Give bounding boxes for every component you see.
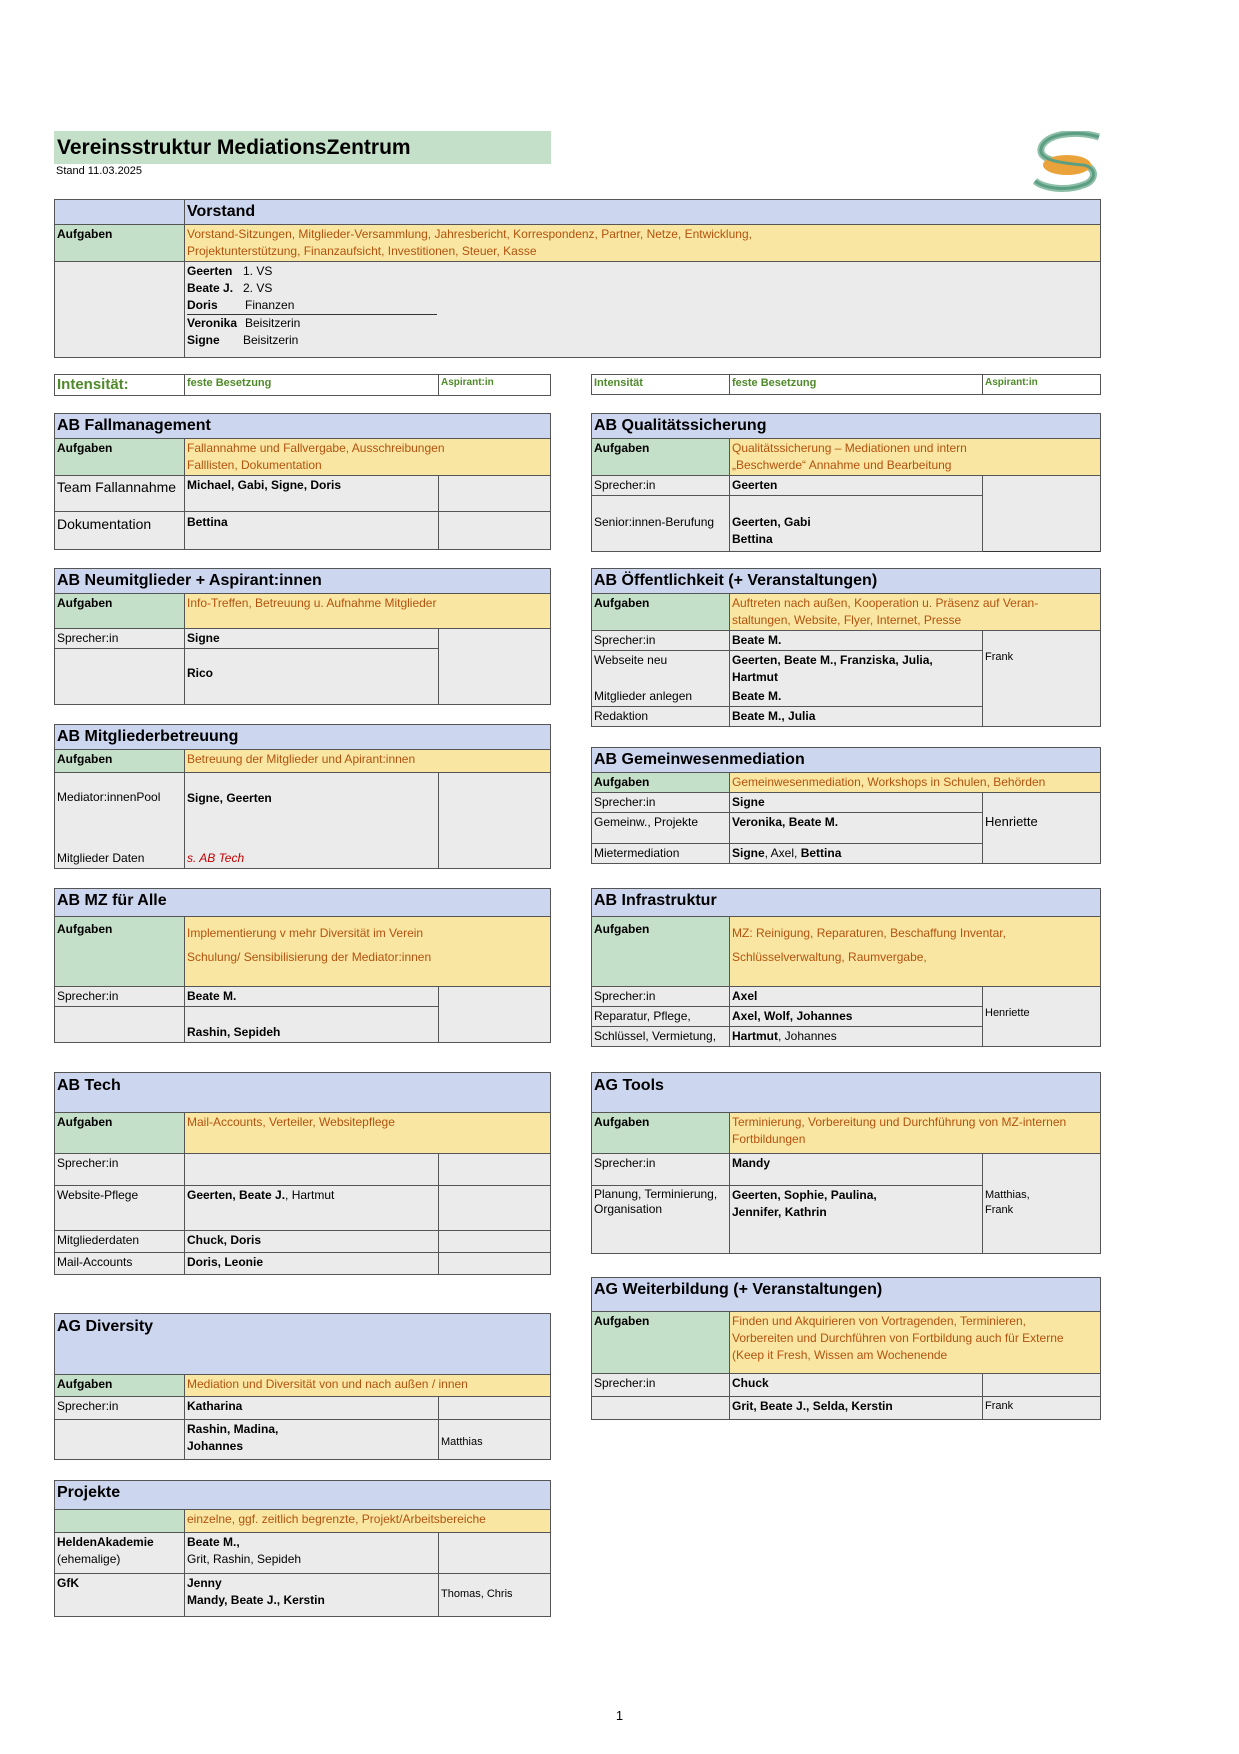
mietermediation-label: Mietermediation [592,844,730,864]
aspirant-label: Aspirant:in [983,375,1101,395]
neumitglieder-names: Rico [185,649,439,705]
aufgaben-label: Aufgaben [592,773,730,793]
vorstand-box [54,199,1101,358]
aufgaben-label: Aufgaben [592,439,730,476]
sprecher-label: Sprecher:in [592,987,730,1007]
intensitaet-legend-left [54,374,551,396]
aspirant-names: Henriette [983,793,1101,864]
dokumentation-names: Bettina [185,512,439,550]
projekte-box: Projekte einzelne, ggf. zeitlich begrenzte, Projekt/Arbeitsbereiche HeldenAkademie (ehemalige) Beate M., Grit, Rashin, Sepideh GfK Jenny Mandy, Beate J., Kerstin Thomas, Chris [54,1480,551,1617]
ab-oeffentlichkeit-box: AB Öffentlichkeit (+ Veranstaltungen) Aufgaben Auftreten nach außen, Kooperation u. Präsenz auf Veran- staltungen, Website, Flyer, Internet, Presse Sprecher:in Beate M. Frank Webseite neu Geerten, Beate M., Franziska, Julia, Hartmut Mitglieder anlegen Beate M. Redaktion Beate M., Julia [591,568,1101,727]
intensitaet-legend-right [591,374,1101,395]
team-fallannahme-names: Michael, Gabi, Signe, Doris [185,476,439,512]
reparatur-pflege-label: Reparatur, Pflege, [592,1007,730,1027]
aufgaben-label: Aufgaben [592,1113,730,1154]
sprecher-label: Sprecher:in [592,1154,730,1186]
ag-tools-box: AG Tools Aufgaben Terminierung, Vorbereitung und Durchführung von MZ-internen Fortbildungen Sprecher:in Mandy Matthias, Frank Planung, Terminierung, Organisation Geerten, Sophie, Paulina, Jennifer, Kathrin [591,1072,1101,1254]
vorstand-member: Doris Finanzen [187,297,437,315]
aufgaben-label: Aufgaben [55,1375,185,1397]
aufgaben-label: Aufgaben [592,917,730,987]
ab-oeffentlichkeit-heading: AB Öffentlichkeit (+ Veranstaltungen) [592,569,1101,594]
vorstand-member: Beate J. 2. VS [187,281,273,295]
aufgaben-label: Aufgaben [55,594,185,629]
sprecher-label: Sprecher:in [592,476,730,496]
ab-qualitaetssicherung-heading: AB Qualitätssicherung [592,414,1101,439]
ag-diversity-heading: AG Diversity [55,1314,551,1375]
ab-mz-fuer-alle-heading: AB MZ für Alle [55,889,551,917]
gemeinwesen-projekte-label: Gemeinw., Projekte [592,813,730,844]
website-pflege-label: Website-Pflege [55,1186,185,1231]
stand-date: Stand 11.03.2025 [56,165,143,177]
ab-tech-heading: AB Tech [55,1073,551,1113]
ab-fallmanagement-box: AB Fallmanagement Aufgaben Fallannahme und Fallvergabe, Ausschreibungen Falllisten, Dokumentation Team Fallannahme Michael, Gabi, Signe, Doris Dokumentation Bettina [54,413,551,550]
page-title: Vereinsstruktur MediationsZentrum [54,131,551,164]
ag-weiterbildung-box: AG Weiterbildung (+ Veranstaltungen) Aufgaben Finden und Akquirieren von Vortragenden, Terminieren, Vorbereiten und Durchführen von Fortbildung auch für Externe (Keep it Fresh, Wissen am Wochenende Sprecher:in Chuck Grit, Beate J., Selda, Kerstin Frank [591,1277,1101,1420]
aspirant-names: Henriette [983,987,1101,1047]
planung-terminierung-label: Planung, Terminierung, Organisation [592,1186,730,1254]
vorstand-member: Veronika Beisitzerin [187,316,301,330]
aufgaben-label: Aufgaben [55,917,185,987]
aufgaben-label: Aufgaben [55,750,185,773]
ab-infrastruktur-box: AB Infrastruktur Aufgaben MZ: Reinigung, Reparaturen, Beschaffung Inventar, Schlüsselverwaltung, Raumvergabe, Sprecher:in Axel Henriette Reparatur, Pflege, Axel, Wolf, Johannes Schlüssel, Vermietung, Hartmut, Johannes [591,888,1101,1047]
mitgliederdaten-label: Mitgliederdaten [55,1231,185,1253]
mitglieder-anlegen-label: Mitglieder anlegen [592,687,730,707]
ag-diversity-box: AG Diversity Aufgaben Mediation und Diversität von und nach außen / innen Sprecher:in Katharina Rashin, Madina, Johannes Matthias [54,1313,551,1460]
sprecher-label: Sprecher:in [55,629,185,649]
intensitaet-label: Intensität: [55,375,185,396]
ab-fallmanagement-heading: AB Fallmanagement [55,414,551,439]
ab-infrastruktur-heading: AB Infrastruktur [592,889,1101,917]
mail-accounts-label: Mail-Accounts [55,1253,185,1275]
projekte-heading: Projekte [55,1481,551,1510]
ab-qualitaetssicherung-box: AB Qualitätssicherung Aufgaben Qualitätssicherung – Mediationen und intern „Beschwerde“ Annahme und Bearbeitung Sprecher:in Geerten Senior:innen-Berufung Geerten, Gabi Bettina [591,413,1101,552]
sprecher-label: Sprecher:in [592,1374,730,1397]
ab-mitgliederbetreuung-heading: AB Mitgliederbetreuung [55,725,551,750]
sprecher-label: Sprecher:in [592,631,730,651]
vorstand-member: Geerten 1. VS [187,264,273,278]
senior-berufung-label: Senior:innen-Berufung [592,496,730,552]
sprecher-label: Sprecher:in [55,987,185,1007]
vorstand-aufgaben-line1: Vorstand-Sitzungen, Mitglieder-Versammlung, Jahresbericht, Korrespondenz, Partner, Netze, Entwicklung, [187,227,752,241]
ab-tech-reference: s. AB Tech [185,849,439,869]
webseite-neu-label: Webseite neu [592,651,730,688]
ab-neumitglieder-box: AB Neumitglieder + Aspirant:innen Aufgaben Info-Treffen, Betreuung u. Aufnahme Mitglieder Sprecher:in Signe Rico [54,568,551,705]
aufgaben-label: Aufgaben [55,439,185,476]
page-number: 1 [615,1708,624,1723]
aspirant-names: Frank [983,631,1101,727]
schluessel-vermietung-label: Schlüssel, Vermietung, [592,1027,730,1047]
vorstand-member: Signe Beisitzerin [187,333,299,347]
sprecher-label: Sprecher:in [55,1154,185,1186]
vorstand-aufgaben-line2: Projektunterstützung, Finanzaufsicht, Investitionen, Steuer, Kasse [187,244,537,258]
team-fallannahme-label: Team Fallannahme [55,476,185,512]
aufgaben-label: Aufgaben [55,225,185,262]
sprecher-names: Geerten [730,476,983,496]
aspirant-names: Matthias, Frank [983,1154,1101,1254]
heldenakademie-label: HeldenAkademie (ehemalige) [55,1533,185,1574]
vorstand-heading: Vorstand [185,200,1101,225]
intensitaet-label: Intensität [592,375,730,395]
ab-mz-fuer-alle-box: AB MZ für Alle Aufgaben Implementierung v mehr Diversität im Verein Schulung/ Sensibilisierung der Mediator:innen Sprecher:in Beate M. Rashin, Sepideh [54,888,551,1043]
sprecher-label: Sprecher:in [592,793,730,813]
sprecher-names: Signe [185,629,439,649]
dokumentation-label: Dokumentation [55,512,185,550]
mitglieder-daten-label: Mitglieder Daten [55,849,185,869]
mediatorinnen-pool-label: Mediator:innenPool [55,773,185,849]
gfk-label: GfK [55,1574,185,1617]
feste-besetzung-label: feste Besetzung [185,375,439,396]
aufgaben-label: Aufgaben [592,1312,730,1374]
ag-weiterbildung-heading: AG Weiterbildung (+ Veranstaltungen) [592,1278,1101,1312]
aspirant-label: Aspirant:in [439,375,551,396]
aspirant-names: Matthias [439,1420,551,1460]
redaktion-label: Redaktion [592,707,730,727]
aufgaben-label: Aufgaben [592,594,730,631]
ab-neumitglieder-heading: AB Neumitglieder + Aspirant:innen [55,569,551,594]
ab-gemeinwesenmediation-box: AB Gemeinwesenmediation Aufgaben Gemeinwesenmediation, Workshops in Schulen, Behörden Sprecher:in Signe Henriette Gemeinw., Projekte Veronika, Beate M. Mietermediation Signe, Axel, Bettina [591,747,1101,864]
aufgaben-label: Aufgaben [55,1113,185,1154]
logo-icon [1033,131,1101,197]
aspirant-names: Thomas, Chris [439,1574,551,1617]
aspirant-names: Frank [983,1397,1101,1420]
vorstand-members [185,262,1101,358]
ab-mitgliederbetreuung-box: AB Mitgliederbetreuung Aufgaben Betreuung der Mitglieder und Apirant:innen Mediator:innenPool Signe, Geerten Mitglieder Daten s. AB Tech [54,724,551,869]
sprecher-label: Sprecher:in [55,1397,185,1420]
feste-besetzung-label: feste Besetzung [730,375,983,395]
ag-tools-heading: AG Tools [592,1073,1101,1113]
ab-gemeinwesenmediation-heading: AB Gemeinwesenmediation [592,748,1101,773]
ab-tech-box: AB Tech Aufgaben Mail-Accounts, Verteiler, Websitepflege Sprecher:in Website-Pflege Geerten, Beate J., Hartmut Mitgliederdaten Chuck, Doris Mail-Accounts Doris, Leonie [54,1072,551,1275]
